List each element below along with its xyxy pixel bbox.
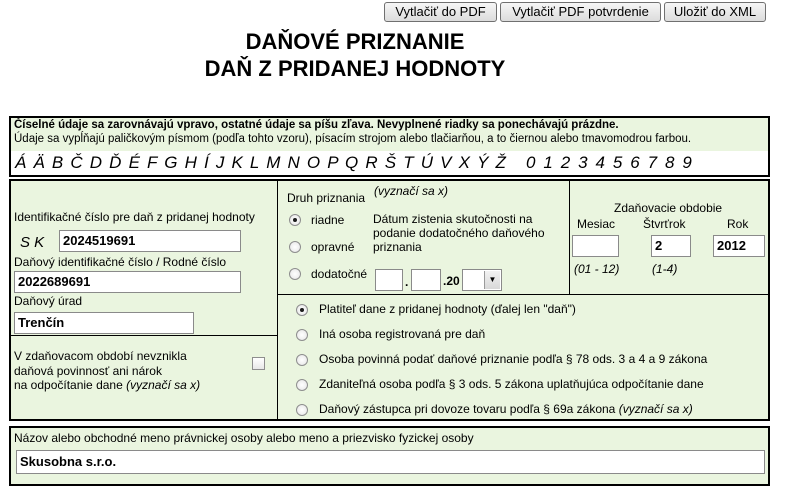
tax-office-label: Daňový úrad (14, 294, 83, 308)
return-type-corrective-label: opravné (311, 240, 355, 254)
no-liability-label-1: V zdaňovacom období nevznikla (14, 349, 187, 363)
payer-type-obliged-person-label: Osoba povinná podať daňové priznanie podľa § 78 ods. 3 a 4 a 9 zákona (319, 352, 708, 366)
company-name-panel (9, 426, 770, 486)
rc-input[interactable]: 2022689691 (14, 271, 241, 293)
instructions-panel (9, 116, 770, 177)
page-subtitle: DAŇ Z PRIDANEJ HODNOTY (204, 56, 506, 81)
instructions-line1: Číselné údaje sa zarovnávajú vpravo, ostatné údaje sa píšu zľava. Nevyplnené riadky sa ponechávajú prázdne. (14, 119, 619, 131)
period-month-range: (01 - 12) (574, 262, 620, 276)
left-section-divider (11, 335, 277, 336)
date-year-select[interactable] (462, 269, 502, 291)
dic-label: Identifikačné číslo pre daň z pridanej hodnoty (14, 210, 255, 224)
return-type-hint: (vyznačí sa x) (374, 184, 449, 198)
payer-type-vat-payer-radio[interactable] (296, 304, 308, 316)
print-pdf-confirmation-button[interactable]: Vytlačiť PDF potvrdenie (500, 2, 661, 22)
period-month-label: Mesiac (577, 217, 616, 231)
payer-type-vat-payer-label: Platiteľ dane z pridanej hodnoty (ďalej len "daň") (319, 302, 576, 316)
period-year-label: Rok (727, 217, 749, 231)
return-type-regular-radio[interactable] (289, 214, 301, 226)
date-day-input[interactable] (375, 269, 403, 291)
date-label-1: Dátum zistenia skutočnosti na (373, 212, 533, 226)
return-type-supplementary-label: dodatočné (311, 267, 368, 281)
date-year-prefix: .20 (443, 274, 460, 288)
tax-office-input[interactable]: Trenčín (14, 312, 194, 334)
return-type-corrective-radio[interactable] (289, 241, 301, 253)
period-quarter-input[interactable]: 2 (651, 235, 691, 257)
no-liability-checkbox[interactable] (252, 357, 265, 370)
rc-label: Daňový identifikačné číslo / Rodné číslo (14, 255, 227, 269)
print-pdf-button[interactable]: Vytlačiť do PDF (384, 2, 497, 22)
sample-alphabet: Á Ä B Č D Ď É F G H Í J K L M N O P Q R Š T Ú V X Ý Ž (15, 153, 508, 172)
return-type-label: Druh priznania (287, 191, 366, 205)
company-name-label: Názov alebo obchodné meno právnickej osoby alebo meno a priezvisko fyzickej osoby (14, 431, 474, 445)
sample-letters-strip (11, 151, 768, 175)
payer-type-other-registered-label: Iná osoba registrovaná pre daň (319, 327, 486, 341)
period-label: Zdaňovacie obdobie (614, 201, 723, 215)
return-type-supplementary-radio[interactable] (289, 268, 301, 280)
chevron-down-icon[interactable]: ▼ (484, 271, 500, 289)
no-liability-text: na odpočítanie dane (14, 378, 123, 392)
page-title: DAŇOVÉ PRIZNANIE (245, 29, 465, 54)
payer-type-tax-representative-label: Daňový zástupca pri dovoze tovaru podľa § 69a zákona (319, 402, 616, 416)
period-month-input[interactable] (572, 235, 619, 257)
no-liability-label-2: daňová povinnosť ani nárok (14, 364, 162, 378)
company-name-input[interactable]: Skusobna s.r.o. (16, 450, 765, 474)
period-quarter-range: (1-4) (652, 262, 678, 276)
instructions-line2: Údaje sa vypĺňajú paličkovým písmom (podľa tohto vzoru), písacím strojom alebo tlačiarňou, a to čiernou alebo tmavomodrou farbou. (14, 133, 692, 145)
date-label-2: podanie dodatočného daňového (373, 226, 545, 240)
date-label-3: priznania (373, 240, 422, 254)
payer-type-divider (277, 294, 768, 295)
no-liability-label-3 (14, 378, 200, 392)
payer-type-taxable-person-radio[interactable] (296, 379, 308, 391)
period-quarter-label: Štvrťrok (643, 217, 686, 231)
payer-type-taxable-person-label: Zdaniteľná osoba podľa § 3 ods. 5 zákona uplatňujúca odpočítanie dane (319, 377, 704, 391)
save-xml-button[interactable]: Uložiť do XML (664, 2, 766, 22)
date-month-input[interactable] (411, 269, 441, 291)
country-prefix: S K (20, 234, 45, 251)
payer-type-obliged-person-radio[interactable] (296, 354, 308, 366)
payer-type-other-registered-radio[interactable] (296, 329, 308, 341)
payer-type-tax-representative-hint: (vyznačí sa x) (618, 402, 693, 416)
dic-input[interactable]: 2024519691 (59, 230, 241, 252)
payer-type-tax-representative-radio[interactable] (296, 404, 308, 416)
sample-digits: 0 1 2 3 4 5 6 7 8 9 (526, 153, 694, 172)
no-liability-hint: (vyznačí sa x) (126, 378, 201, 392)
main-form-panel (9, 179, 770, 421)
date-separator: . (405, 275, 409, 289)
return-type-regular-label: riadne (311, 213, 345, 227)
period-year-input[interactable]: 2012 (713, 235, 765, 257)
payer-type-tax-representative-row (319, 402, 693, 416)
column-divider (277, 181, 278, 419)
period-divider (569, 181, 570, 294)
